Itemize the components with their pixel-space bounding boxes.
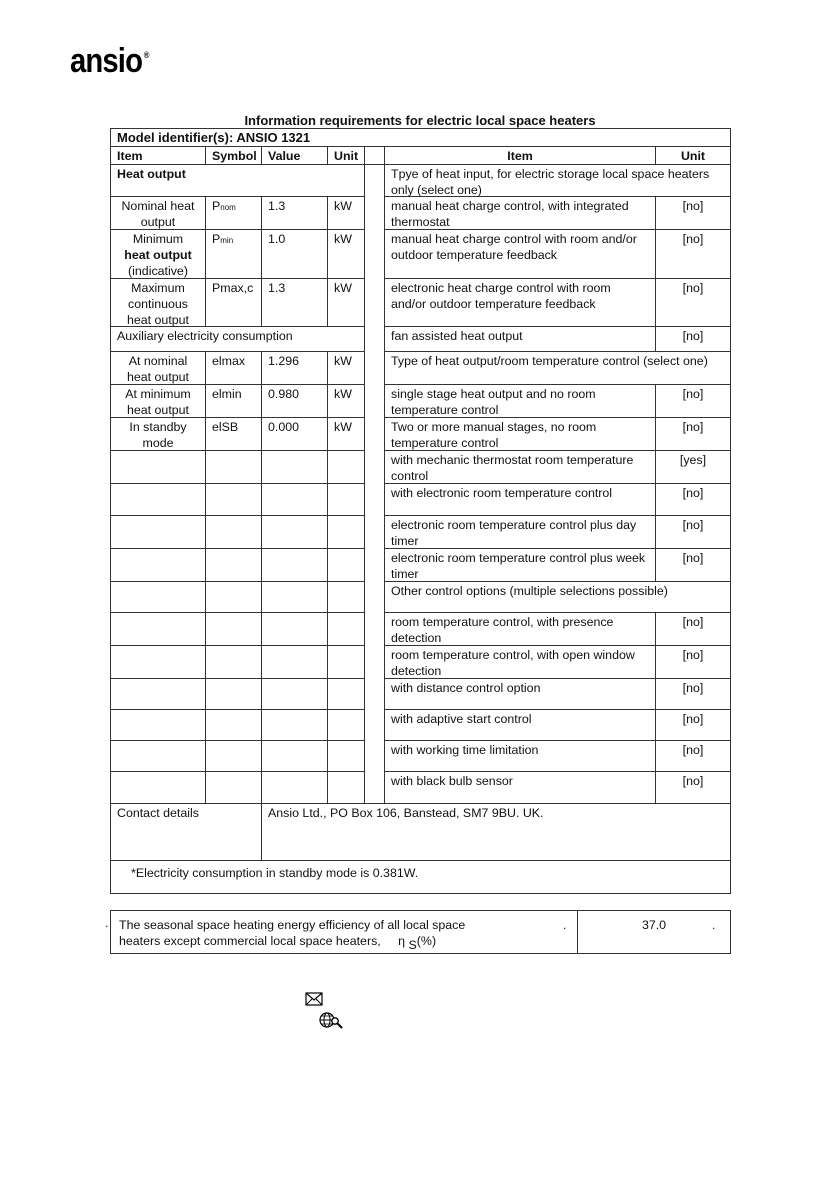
option-label: with black bulb sensor <box>385 772 656 804</box>
empty-cell <box>328 613 365 646</box>
empty-cell <box>206 549 262 582</box>
option-label: electronic room temperature control plus day timer <box>385 516 656 549</box>
pmin-symbol: Pmin <box>206 230 262 279</box>
empty-cell <box>328 516 365 549</box>
nominal-heat-output-label: Nominal heat output <box>110 197 206 230</box>
empty-cell <box>110 646 206 679</box>
empty-cell <box>110 582 206 613</box>
elmax-symbol: elmax <box>206 352 262 385</box>
empty-cell <box>262 549 328 582</box>
empty-cell <box>262 484 328 516</box>
elsb-value: 0.000 <box>262 418 328 451</box>
empty-cell <box>262 516 328 549</box>
heat-input-type-header: Tpye of heat input, for electric storage local space heaters only (select one) <box>385 165 731 197</box>
contact-label: Contact details <box>110 804 262 861</box>
elmax-unit: kW <box>328 352 365 385</box>
pnom-value: 1.3 <box>262 197 328 230</box>
option-value: [no] <box>656 327 731 352</box>
empty-cell <box>262 613 328 646</box>
empty-cell <box>262 451 328 484</box>
option-value: [no] <box>656 646 731 679</box>
pmax-symbol: Pmax,c <box>206 279 262 327</box>
option-value: [no] <box>656 197 731 230</box>
pmin-unit: kW <box>328 230 365 279</box>
empty-cell <box>110 549 206 582</box>
header-symbol: Symbol <box>206 147 262 165</box>
header-item: Item <box>110 147 206 165</box>
model-identifier: Model identifier(s): ANSIO 1321 <box>110 128 731 147</box>
option-value: [no] <box>656 613 731 646</box>
empty-cell <box>262 582 328 613</box>
spacer-cell <box>365 147 385 165</box>
envelope-icon <box>305 992 323 1006</box>
empty-cell <box>110 516 206 549</box>
seasonal-efficiency-label: The seasonal space heating energy efficiency of all local space heaters except commercial local space heaters, η S(%) <box>111 911 578 953</box>
header-value: Value <box>262 147 328 165</box>
header-unit: Unit <box>328 147 365 165</box>
other-options-header: Other control options (multiple selections possible) <box>385 582 731 613</box>
empty-cell <box>110 484 206 516</box>
option-label: room temperature control, with presence detection <box>385 613 656 646</box>
empty-cell <box>206 679 262 710</box>
option-label: Two or more manual stages, no room temperature control <box>385 418 656 451</box>
header-unit-right: Unit <box>656 147 731 165</box>
empty-cell <box>110 710 206 741</box>
empty-cell <box>206 451 262 484</box>
header-item-right: Item <box>385 147 656 165</box>
brand-logo: ansio ® <box>70 42 150 80</box>
document-title: Information requirements for electric local space heaters <box>244 113 596 128</box>
empty-cell <box>328 741 365 772</box>
option-label: with mechanic thermostat room temperature control <box>385 451 656 484</box>
pmax-value: 1.3 <box>262 279 328 327</box>
option-value: [no] <box>656 679 731 710</box>
option-value: [no] <box>656 549 731 582</box>
empty-cell <box>328 582 365 613</box>
auxiliary-consumption-section: Auxiliary electricity consumption <box>110 327 365 352</box>
option-label: with electronic room temperature control <box>385 484 656 516</box>
empty-cell <box>328 646 365 679</box>
elsb-label: In standby mode <box>110 418 206 451</box>
empty-cell <box>110 741 206 772</box>
control-type-header: Type of heat output/room temperature control (select one) <box>385 352 731 385</box>
empty-cell <box>110 451 206 484</box>
option-label: electronic room temperature control plus week timer <box>385 549 656 582</box>
option-value: [no] <box>656 772 731 804</box>
empty-cell <box>206 772 262 804</box>
option-value: [no] <box>656 385 731 418</box>
elmin-symbol: elmin <box>206 385 262 418</box>
elsb-unit: kW <box>328 418 365 451</box>
empty-cell <box>328 679 365 710</box>
marker-dot: . <box>712 918 716 932</box>
option-label: with distance control option <box>385 679 656 710</box>
option-value: [no] <box>656 710 731 741</box>
option-label: electronic heat charge control with room and/or outdoor temperature feedback <box>385 279 656 327</box>
empty-cell <box>328 710 365 741</box>
pnom-unit: kW <box>328 197 365 230</box>
empty-cell <box>110 772 206 804</box>
option-label: single stage heat output and no room temperature control <box>385 385 656 418</box>
empty-cell <box>328 484 365 516</box>
marker-dot: . <box>563 918 567 932</box>
empty-cell <box>262 710 328 741</box>
option-value: [no] <box>656 516 731 549</box>
contact-value: Ansio Ltd., PO Box 106, Banstead, SM7 9BU. UK. <box>262 804 731 861</box>
spacer-column <box>365 165 385 804</box>
option-label: fan assisted heat output <box>385 327 656 352</box>
pmax-unit: kW <box>328 279 365 327</box>
empty-cell <box>206 646 262 679</box>
option-label: room temperature control, with open window detection <box>385 646 656 679</box>
empty-cell <box>206 710 262 741</box>
elmin-unit: kW <box>328 385 365 418</box>
elsb-symbol: elSB <box>206 418 262 451</box>
option-value: [no] <box>656 741 731 772</box>
option-value: [no] <box>656 279 731 327</box>
empty-cell <box>206 582 262 613</box>
elmin-label: At minimum heat output <box>110 385 206 418</box>
empty-cell <box>206 484 262 516</box>
seasonal-efficiency-box <box>110 910 731 954</box>
option-label: with adaptive start control <box>385 710 656 741</box>
empty-cell <box>110 679 206 710</box>
empty-cell <box>262 741 328 772</box>
empty-cell <box>328 549 365 582</box>
option-value: [no] <box>656 484 731 516</box>
elmax-label: At nominal heat output <box>110 352 206 385</box>
empty-cell <box>328 772 365 804</box>
elmin-value: 0.980 <box>262 385 328 418</box>
option-value: [no] <box>656 230 731 279</box>
empty-cell <box>262 772 328 804</box>
pmin-value: 1.0 <box>262 230 328 279</box>
minimum-heat-output-label: Minimum heat output (indicative) <box>110 230 206 279</box>
option-value: [yes] <box>656 451 731 484</box>
option-label: manual heat charge control with room and/or outdoor temperature feedback <box>385 230 656 279</box>
empty-cell <box>328 451 365 484</box>
marker-dot: . <box>105 916 109 930</box>
empty-cell <box>262 679 328 710</box>
maximum-heat-output-label: Maximum continuous heat output <box>110 279 206 327</box>
empty-cell <box>262 646 328 679</box>
empty-cell <box>206 516 262 549</box>
option-value: [no] <box>656 418 731 451</box>
seasonal-efficiency-value: 37.0 <box>641 918 667 932</box>
empty-cell <box>206 741 262 772</box>
standby-footnote: *Electricity consumption in standby mode is 0.381W. <box>110 861 731 894</box>
pnom-symbol: Pnom <box>206 197 262 230</box>
elmax-value: 1.296 <box>262 352 328 385</box>
heat-output-section: Heat output <box>110 165 365 197</box>
globe-search-icon <box>318 1011 344 1029</box>
empty-cell <box>110 613 206 646</box>
empty-cell <box>206 613 262 646</box>
information-table <box>110 128 731 894</box>
option-label: manual heat charge control, with integrated thermostat <box>385 197 656 230</box>
option-label: with working time limitation <box>385 741 656 772</box>
